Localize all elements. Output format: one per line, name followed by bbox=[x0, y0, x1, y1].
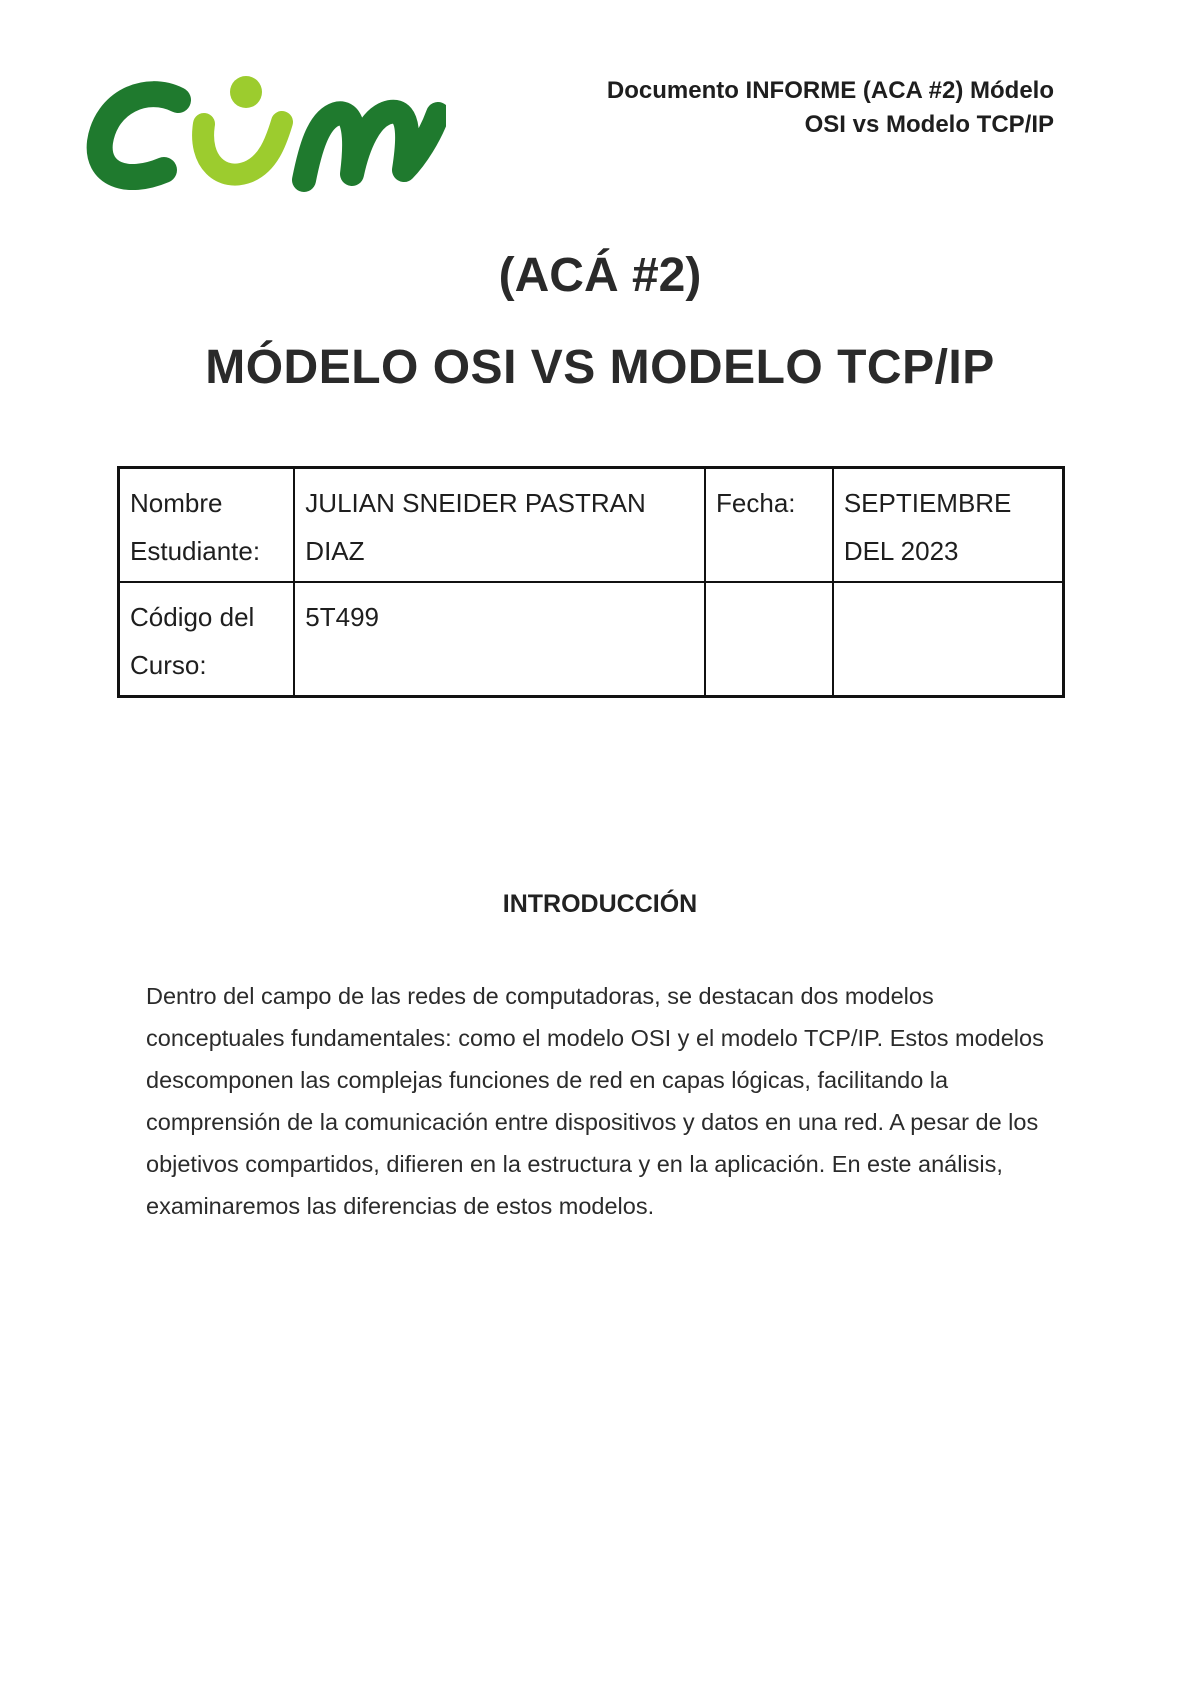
page-title-line-1: (ACÁ #2) bbox=[498, 249, 702, 302]
logo-dot bbox=[230, 76, 262, 108]
table-cell-label-student-name: Nombre Estudiante: bbox=[119, 468, 295, 583]
logo-letter-n bbox=[304, 112, 438, 180]
page-title-line-2: MÓDELO OSI VS MODELO TCP/IP bbox=[205, 341, 995, 394]
introduction-heading: INTRODUCCIÓN bbox=[502, 890, 698, 918]
table-cell-student-name: JULIAN SNEIDER PASTRAN DIAZ bbox=[294, 468, 705, 583]
logo-letter-c bbox=[100, 94, 178, 177]
document-header-title bbox=[494, 74, 1054, 142]
cun-logo bbox=[86, 62, 446, 198]
header-title-line-1: Documento INFORME (ACA #2) Módelo bbox=[606, 77, 1054, 104]
table-cell-course-code: 5T499 bbox=[294, 582, 705, 697]
student-info-table bbox=[117, 466, 1065, 698]
table-cell-label-date: Fecha: bbox=[705, 468, 833, 583]
table-row bbox=[119, 468, 1064, 583]
table-cell-date: SEPTIEMBRE DEL 2023 bbox=[833, 468, 1064, 583]
table-cell-label-course-code: Código del Curso: bbox=[119, 582, 295, 697]
table-cell-empty bbox=[705, 582, 833, 697]
header-title-line-2: OSI vs Modelo TCP/IP bbox=[804, 111, 1054, 138]
introduction-paragraph: Dentro del campo de las redes de computadoras, se destacan dos modelos conceptuales fundamentales: como el modelo OSI y el modelo TCP/IP. Estos modelos descomponen las complejas funciones de red en capas lógicas, facilitando la comprensión de la comunicación entre dispositivos y datos en una red. A pesar de los objetivos compartidos, difieren en la estructura y en la aplicación. En este análisis, examinaremos las diferencias de estos modelos. bbox=[146, 983, 1044, 1219]
logo-letter-u bbox=[203, 122, 282, 175]
table-row bbox=[119, 582, 1064, 697]
table-cell-empty bbox=[833, 582, 1064, 697]
